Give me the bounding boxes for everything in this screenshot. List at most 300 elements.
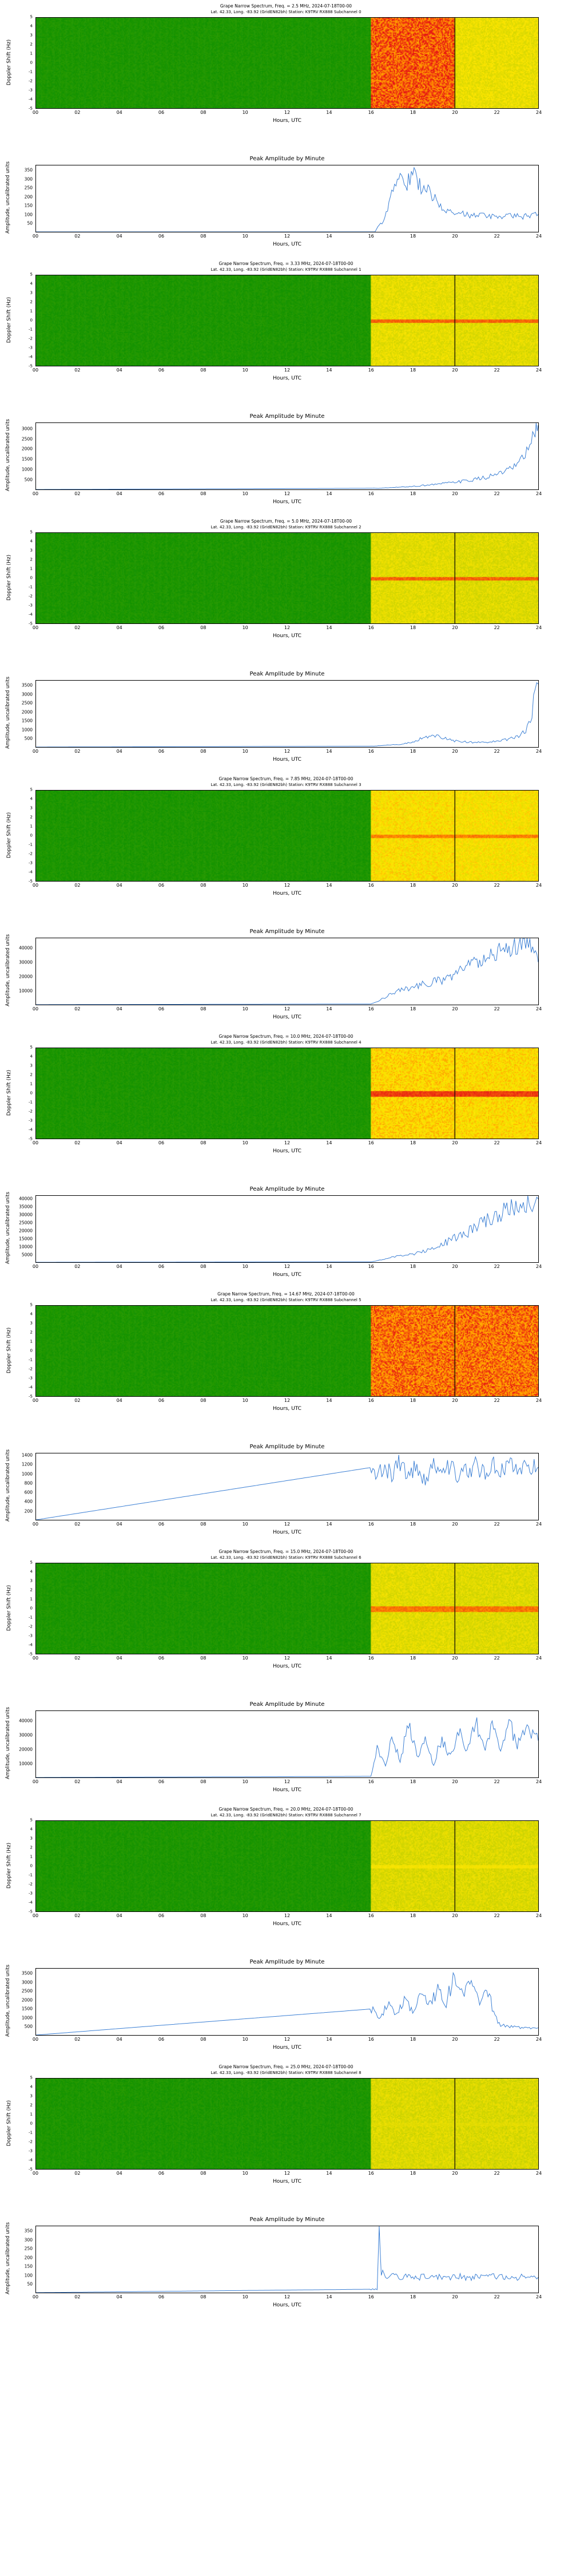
spectrogram-y-axis-label: Doppler Shift (Hz) <box>6 297 12 343</box>
amplitude-y-ticks <box>9 1968 34 2036</box>
amplitude-x-axis-label: Hours, UTC <box>273 499 301 505</box>
y-tick: 3 <box>30 1321 33 1326</box>
x-tick: 10 <box>242 1913 248 1918</box>
y-tick: 500 <box>24 736 33 741</box>
x-tick: 10 <box>242 749 248 754</box>
x-tick: 02 <box>74 368 81 373</box>
x-tick: 22 <box>494 2294 500 2300</box>
x-tick: 10 <box>242 625 248 630</box>
y-tick: -1 <box>29 327 33 332</box>
spectrogram-title: Grape Narrow Spectrum, Freq. = 5.0 MHz, 2024-07-18T00-00 <box>220 519 352 524</box>
y-tick: 400 <box>24 1499 33 1504</box>
amplitude-x-ticks <box>32 234 542 242</box>
x-tick: 22 <box>494 368 500 373</box>
spectrogram-subtitle: Lat. 42.33, Long. -83.92 (GridEN82bh) Station: K9TRV RX888 Subchannel 1 <box>210 267 362 272</box>
amplitude-title: Peak Amplitude by Minute <box>249 1186 325 1192</box>
x-tick: 04 <box>116 1656 122 1661</box>
spectrogram-y-axis-label: Doppler Shift (Hz) <box>6 554 12 601</box>
x-tick: 24 <box>535 749 542 754</box>
amplitude-panel-8 <box>0 2215 572 2318</box>
x-tick: 08 <box>200 749 206 754</box>
x-tick: 22 <box>494 625 500 630</box>
y-tick: 2000 <box>21 709 33 715</box>
y-tick: 3 <box>30 33 33 38</box>
x-tick: 20 <box>452 1264 458 1269</box>
spectrogram-image <box>36 1306 538 1396</box>
amplitude-panel-7 <box>0 1958 572 2061</box>
x-tick: 02 <box>74 110 81 115</box>
x-tick: 02 <box>74 1913 81 1918</box>
x-tick: 02 <box>74 1522 81 1527</box>
x-tick: 06 <box>158 491 165 496</box>
spectrogram-subtitle: Lat. 42.33, Long. -83.92 (GridEN82bh) Station: K9TRV RX888 Subchannel 4 <box>210 1040 362 1045</box>
x-tick: 00 <box>32 491 39 496</box>
y-tick: 35000 <box>19 1203 33 1209</box>
x-tick: 18 <box>410 2171 416 2176</box>
x-tick: 22 <box>494 1264 500 1269</box>
x-tick: 02 <box>74 2037 81 2042</box>
y-tick: 3 <box>30 2093 33 2099</box>
y-tick: 1500 <box>21 718 33 724</box>
x-tick: 06 <box>158 110 165 115</box>
y-tick: 30000 <box>19 1732 33 1737</box>
x-tick: 18 <box>410 2294 416 2300</box>
amplitude-plot-area <box>35 1710 539 1778</box>
x-tick: 08 <box>200 234 206 239</box>
x-tick: 12 <box>284 883 291 888</box>
x-tick: 04 <box>116 2037 122 2042</box>
spectrogram-plot-area <box>35 2078 539 2170</box>
x-tick: 20 <box>452 1006 458 1012</box>
y-tick: -3 <box>29 603 33 608</box>
x-tick: 06 <box>158 1140 165 1145</box>
spectrogram-image <box>36 1048 538 1139</box>
spectrogram-plot-area <box>35 790 539 882</box>
spectrogram-panel-4 <box>0 1030 572 1185</box>
amplitude-x-axis-label: Hours, UTC <box>273 2302 301 2308</box>
spectrogram-image <box>36 1821 538 1911</box>
x-tick: 08 <box>200 1779 206 1784</box>
spectrogram-y-ticks <box>10 1560 34 1657</box>
y-tick: 5 <box>30 787 33 792</box>
x-tick: 14 <box>326 2171 332 2176</box>
x-tick: 12 <box>284 749 291 754</box>
amplitude-series <box>36 681 538 747</box>
y-tick: 4 <box>30 796 33 801</box>
y-tick: 100 <box>24 212 33 218</box>
spectrogram-plot-area <box>35 1305 539 1397</box>
y-tick: 600 <box>24 1490 33 1495</box>
x-tick: 20 <box>452 1656 458 1661</box>
y-tick: 40000 <box>19 1717 33 1723</box>
amplitude-plot-area <box>35 680 539 748</box>
y-tick: 20000 <box>19 974 33 979</box>
spectrogram-title: Grape Narrow Spectrum, Freq. = 25.0 MHz, 2024-07-18T00-00 <box>219 2064 353 2069</box>
spectrogram-panel-3 <box>0 773 572 927</box>
x-tick: 10 <box>242 1264 248 1269</box>
amplitude-series <box>36 1196 538 1262</box>
amplitude-x-axis-label: Hours, UTC <box>273 2045 301 2050</box>
x-tick: 00 <box>32 368 39 373</box>
y-tick: 3 <box>30 548 33 553</box>
spectrogram-y-ticks <box>10 272 34 369</box>
spectrogram-panel-2 <box>0 515 572 670</box>
y-tick: 0 <box>30 833 33 838</box>
y-tick: 3500 <box>21 682 33 688</box>
x-tick: 02 <box>74 625 81 630</box>
x-tick: 16 <box>368 110 374 115</box>
x-tick: 00 <box>32 2037 39 2042</box>
spectrogram-plot-area <box>35 275 539 366</box>
y-tick: -4 <box>29 612 33 617</box>
y-tick: -2 <box>29 336 33 341</box>
x-tick: 18 <box>410 883 416 888</box>
y-tick: 3 <box>30 1836 33 1841</box>
x-tick: 00 <box>32 1779 39 1784</box>
y-tick: -4 <box>29 1127 33 1132</box>
x-tick: 02 <box>74 1006 81 1012</box>
x-tick: 08 <box>200 1656 206 1661</box>
spectrogram-title: Grape Narrow Spectrum, Freq. = 3.33 MHz, 2024-07-18T00-00 <box>219 261 353 266</box>
y-tick: -1 <box>29 584 33 590</box>
spectrogram-panel-6 <box>0 1546 572 1700</box>
spectrogram-x-axis-label: Hours, UTC <box>273 1406 301 1412</box>
x-tick: 04 <box>116 110 122 115</box>
x-tick: 12 <box>284 1006 291 1012</box>
spectrogram-plot-area <box>35 1563 539 1654</box>
x-tick: 22 <box>494 1656 500 1661</box>
spectrogram-x-axis-label: Hours, UTC <box>273 891 301 896</box>
amplitude-x-axis-label: Hours, UTC <box>273 242 301 247</box>
x-tick: 16 <box>368 749 374 754</box>
spectrogram-y-ticks <box>10 2075 34 2172</box>
y-tick: 1 <box>30 2112 33 2117</box>
y-tick: 0 <box>30 1091 33 1096</box>
x-tick: 24 <box>535 491 542 496</box>
y-tick: 30000 <box>19 1211 33 1217</box>
x-tick: 18 <box>410 1913 416 1918</box>
spectrogram-image <box>36 791 538 881</box>
x-tick: 12 <box>284 1913 291 1918</box>
x-tick: 18 <box>410 749 416 754</box>
x-tick: 22 <box>494 2171 500 2176</box>
x-tick: 00 <box>32 1140 39 1145</box>
x-tick: 12 <box>284 1398 291 1403</box>
y-tick: -2 <box>29 851 33 856</box>
amplitude-x-ticks <box>32 1264 542 1272</box>
amplitude-panel-6 <box>0 1700 572 1803</box>
y-tick: -2 <box>29 1366 33 1372</box>
x-tick: 18 <box>410 1522 416 1527</box>
x-tick: 12 <box>284 1264 291 1269</box>
amplitude-x-ticks <box>32 1522 542 1530</box>
amplitude-y-axis-label: Amplitude, uncalibrated units <box>5 1449 11 1522</box>
amplitude-title: Peak Amplitude by Minute <box>249 413 325 420</box>
spectrogram-x-ticks <box>32 2171 542 2179</box>
y-tick: -1 <box>29 842 33 847</box>
y-tick: -3 <box>29 345 33 350</box>
x-tick: 16 <box>368 625 374 630</box>
spectrogram-panel-5 <box>0 1288 572 1443</box>
y-tick: 4 <box>30 1827 33 1832</box>
y-tick: 4 <box>30 1311 33 1317</box>
x-tick: 16 <box>368 234 374 239</box>
x-tick: 18 <box>410 2037 416 2042</box>
spectrogram-x-axis-label: Hours, UTC <box>273 376 301 381</box>
amplitude-title: Peak Amplitude by Minute <box>249 1701 325 1708</box>
y-tick: 3 <box>30 805 33 811</box>
x-tick: 12 <box>284 1779 291 1784</box>
amplitude-panel-4 <box>0 1185 572 1288</box>
x-tick: 22 <box>494 749 500 754</box>
y-tick: 1000 <box>21 2015 33 2021</box>
y-tick: 800 <box>24 1480 33 1486</box>
amplitude-x-axis-label: Hours, UTC <box>273 1530 301 1535</box>
x-tick: 14 <box>326 1140 332 1145</box>
y-tick: 2 <box>30 1330 33 1335</box>
spectrogram-subtitle: Lat. 42.33, Long. -83.92 (GridEN82bh) Station: K9TRV RX888 Subchannel 2 <box>210 525 362 530</box>
x-tick: 06 <box>158 1398 165 1403</box>
y-tick: 3000 <box>21 692 33 697</box>
y-tick: 20000 <box>19 1747 33 1752</box>
y-tick: -3 <box>29 1891 33 1896</box>
x-tick: 00 <box>32 1522 39 1527</box>
y-tick: 10000 <box>19 1244 33 1250</box>
y-tick: -4 <box>29 97 33 102</box>
spectrogram-y-ticks <box>10 1820 34 1912</box>
x-tick: 24 <box>535 110 542 115</box>
spectrogram-x-axis-label: Hours, UTC <box>273 1921 301 1927</box>
x-tick: 18 <box>410 1006 416 1012</box>
x-tick: 08 <box>200 1140 206 1145</box>
x-tick: 16 <box>368 1140 374 1145</box>
x-tick: 16 <box>368 1522 374 1527</box>
x-tick: 24 <box>535 2171 542 2176</box>
x-tick: 24 <box>535 368 542 373</box>
x-tick: 04 <box>116 625 122 630</box>
x-tick: 14 <box>326 2294 332 2300</box>
y-tick: -2 <box>29 594 33 599</box>
y-tick: 2 <box>30 299 33 305</box>
y-tick: 0 <box>30 318 33 323</box>
spectrogram-y-ticks <box>10 787 34 884</box>
x-tick: 06 <box>158 883 165 888</box>
spectrogram-x-axis-label: Hours, UTC <box>273 1664 301 1669</box>
x-tick: 00 <box>32 1398 39 1403</box>
x-tick: 10 <box>242 1522 248 1527</box>
y-tick: -2 <box>29 1882 33 1887</box>
spectrogram-x-axis-label: Hours, UTC <box>273 2179 301 2184</box>
amplitude-y-ticks <box>9 1453 34 1520</box>
y-tick: 50 <box>27 2281 33 2287</box>
y-tick: 3 <box>30 290 33 295</box>
y-tick: 1000 <box>21 467 33 472</box>
spectrogram-panel-8 <box>0 2061 572 2215</box>
x-tick: 10 <box>242 2037 248 2042</box>
x-tick: 04 <box>116 1779 122 1784</box>
x-tick: 00 <box>32 883 39 888</box>
x-tick: 20 <box>452 1913 458 1918</box>
amplitude-title: Peak Amplitude by Minute <box>249 929 325 935</box>
y-tick: -2 <box>29 1109 33 1114</box>
x-tick: 06 <box>158 1779 165 1784</box>
x-tick: 14 <box>326 1398 332 1403</box>
spectrogram-subtitle: Lat. 42.33, Long. -83.92 (GridEN82bh) Station: K9TRV RX888 Subchannel 8 <box>210 2071 362 2075</box>
x-tick: 22 <box>494 110 500 115</box>
x-tick: 02 <box>74 749 81 754</box>
x-tick: 10 <box>242 491 248 496</box>
y-tick: 1400 <box>21 1452 33 1458</box>
x-tick: 14 <box>326 110 332 115</box>
y-tick: 300 <box>24 176 33 182</box>
x-tick: 06 <box>158 2294 165 2300</box>
x-tick: 20 <box>452 883 458 888</box>
y-tick: 30000 <box>19 959 33 965</box>
y-tick: -1 <box>29 1872 33 1878</box>
x-tick: 00 <box>32 2294 39 2300</box>
x-tick: 00 <box>32 234 39 239</box>
y-tick: 500 <box>24 477 33 483</box>
y-tick: 2 <box>30 1587 33 1593</box>
amplitude-title: Peak Amplitude by Minute <box>249 671 325 677</box>
y-tick: 1 <box>30 824 33 829</box>
x-tick: 12 <box>284 368 291 373</box>
amplitude-plot-area <box>35 1453 539 1520</box>
x-tick: 06 <box>158 1264 165 1269</box>
spectrogram-subtitle: Lat. 42.33, Long. -83.92 (GridEN82bh) Station: K9TRV RX888 Subchannel 6 <box>210 1555 362 1560</box>
x-tick: 08 <box>200 2294 206 2300</box>
y-tick: 2 <box>30 815 33 820</box>
y-tick: 200 <box>24 2255 33 2261</box>
x-tick: 24 <box>535 1779 542 1784</box>
y-tick: -4 <box>29 870 33 875</box>
y-tick: 100 <box>24 2273 33 2278</box>
x-tick: 14 <box>326 1006 332 1012</box>
y-tick: 10000 <box>19 1761 33 1767</box>
spectrogram-y-ticks <box>10 1045 34 1141</box>
y-tick: 3000 <box>21 425 33 431</box>
y-tick: 2500 <box>21 700 33 706</box>
x-tick: 14 <box>326 749 332 754</box>
y-tick: 2500 <box>21 436 33 441</box>
x-tick: 06 <box>158 368 165 373</box>
y-tick: 1000 <box>21 727 33 733</box>
x-tick: 08 <box>200 1398 206 1403</box>
x-tick: 16 <box>368 1398 374 1403</box>
x-tick: 24 <box>535 1656 542 1661</box>
x-tick: 16 <box>368 1264 374 1269</box>
x-tick: 22 <box>494 1140 500 1145</box>
amplitude-y-axis-label: Amplitude, uncalibrated units <box>5 677 11 749</box>
y-tick: 1 <box>30 1854 33 1859</box>
x-tick: 20 <box>452 110 458 115</box>
y-tick: -5 <box>29 1652 33 1657</box>
x-tick: 24 <box>535 1913 542 1918</box>
x-tick: 20 <box>452 749 458 754</box>
x-tick: 08 <box>200 2171 206 2176</box>
spectrogram-plot-area <box>35 17 539 109</box>
y-tick: 4 <box>30 539 33 544</box>
x-tick: 06 <box>158 2171 165 2176</box>
x-tick: 02 <box>74 1656 81 1661</box>
x-tick: 08 <box>200 1264 206 1269</box>
spectrogram-subtitle: Lat. 42.33, Long. -83.92 (GridEN82bh) Station: K9TRV RX888 Subchannel 7 <box>210 1813 362 1818</box>
x-tick: 20 <box>452 2294 458 2300</box>
amplitude-x-ticks <box>32 2294 542 2302</box>
amplitude-plot-area <box>35 1968 539 2036</box>
spectrogram-x-ticks <box>32 625 542 633</box>
spectrogram-image <box>36 275 538 366</box>
spectrogram-x-ticks <box>32 1656 542 1664</box>
y-tick: 5 <box>30 530 33 535</box>
x-tick: 02 <box>74 883 81 888</box>
x-tick: 16 <box>368 2037 374 2042</box>
x-tick: 14 <box>326 1264 332 1269</box>
x-tick: 22 <box>494 491 500 496</box>
x-tick: 08 <box>200 1006 206 1012</box>
x-tick: 14 <box>326 234 332 239</box>
y-tick: 150 <box>24 2263 33 2269</box>
x-tick: 12 <box>284 1522 291 1527</box>
x-tick: 24 <box>535 234 542 239</box>
x-tick: 10 <box>242 110 248 115</box>
amplitude-series <box>36 423 538 489</box>
y-tick: 500 <box>24 2024 33 2029</box>
amplitude-y-ticks <box>9 1195 34 1263</box>
x-tick: 22 <box>494 2037 500 2042</box>
x-tick: 00 <box>32 749 39 754</box>
spectrogram-panel-1 <box>0 258 572 412</box>
x-tick: 20 <box>452 625 458 630</box>
x-tick: 12 <box>284 1140 291 1145</box>
y-tick: 2000 <box>21 1997 33 2003</box>
amplitude-plot-area <box>35 938 539 1005</box>
x-tick: 02 <box>74 2294 81 2300</box>
x-tick: 14 <box>326 368 332 373</box>
amplitude-panel-2 <box>0 670 572 773</box>
y-tick: 350 <box>24 167 33 173</box>
spectrogram-y-axis-label: Doppler Shift (Hz) <box>6 812 12 859</box>
amplitude-title: Peak Amplitude by Minute <box>249 2217 325 2223</box>
amplitude-title: Peak Amplitude by Minute <box>249 1959 325 1965</box>
x-tick: 00 <box>32 1913 39 1918</box>
y-tick: -5 <box>29 621 33 626</box>
y-tick: -5 <box>29 1136 33 1141</box>
x-tick: 14 <box>326 1522 332 1527</box>
y-tick: 3 <box>30 1578 33 1583</box>
y-tick: 1 <box>30 566 33 571</box>
y-tick: -4 <box>29 1900 33 1905</box>
spectrogram-plot-area <box>35 1820 539 1912</box>
x-tick: 02 <box>74 1398 81 1403</box>
x-tick: 04 <box>116 1006 122 1012</box>
x-tick: 20 <box>452 1522 458 1527</box>
x-tick: 24 <box>535 1006 542 1012</box>
x-tick: 22 <box>494 1913 500 1918</box>
spectrogram-panel-0 <box>0 0 572 155</box>
y-tick: -5 <box>29 2167 33 2172</box>
spectrogram-x-ticks <box>32 883 542 891</box>
y-tick: 200 <box>24 1508 33 1514</box>
x-tick: 20 <box>452 234 458 239</box>
x-tick: 10 <box>242 1398 248 1403</box>
x-tick: 16 <box>368 2171 374 2176</box>
x-tick: 24 <box>535 883 542 888</box>
amplitude-x-axis-label: Hours, UTC <box>273 1272 301 1278</box>
spectrogram-x-axis-label: Hours, UTC <box>273 118 301 124</box>
spectrogram-panel-7 <box>0 1803 572 1958</box>
amplitude-y-axis-label: Amplitude, uncalibrated units <box>5 419 11 491</box>
